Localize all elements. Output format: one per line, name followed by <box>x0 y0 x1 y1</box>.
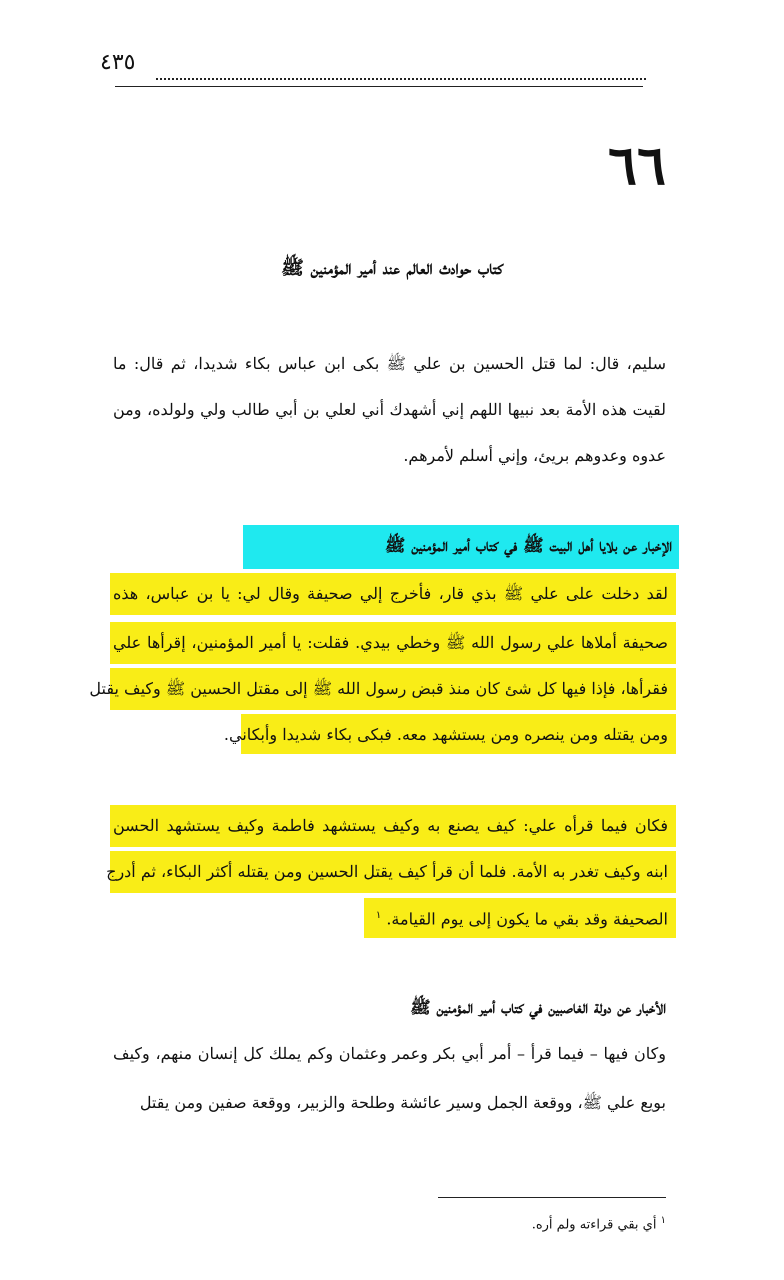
section3-line: وكان فيها – فيما قرأ – أمر أبي بكر وعمر وعثمان وكم يملك كل إنسان منهم، وكيف <box>113 1044 666 1063</box>
footnote-reference: ١ <box>375 910 382 921</box>
section3-line: بويع علي ﷺ، ووقعة الجمل وسير عائشة وطلحة والزبير، ووقعة صفين ومن يقتل <box>139 1093 666 1112</box>
section2-last-text: الصحيفة وقد بقي ما يكون إلى يوم القيامة. <box>386 909 668 929</box>
section2-line <box>376 911 668 927</box>
section2-line: فكان فيما قرأه علي: كيف يصنع به وكيف يستشهد فاطمة وكيف يستشهد الحسن <box>113 816 668 835</box>
footnote-marker: ١ <box>660 1215 666 1226</box>
page-number: ٤٣٥ <box>100 50 136 75</box>
chapter-title: كتاب حوادث العالم عند أمير المؤمنين ﷺ <box>281 257 503 279</box>
footnote-rule <box>438 1197 666 1198</box>
chapter-number: ٦٦ <box>607 133 666 197</box>
section2-line: ابنه وكيف تغدر به الأمة. فلما أن قرأ كيف يقتل الحسين ومن يقتله أكثر البكاء، ثم أدرج <box>106 862 668 881</box>
section3-heading: الأخبار عن دولة الغاصبين في كتاب أمير المؤمنين ﷺ <box>410 998 666 1018</box>
header-rule <box>115 86 643 87</box>
intro-line: سليم، قال: لما قتل الحسين بن علي ﷺ بكى ابن عباس بكاء شديدا، ثم قال: ما <box>113 354 667 373</box>
section1-line: فقرأها، فإذا فيها كل شئ كان منذ قبض رسول الله ﷺ إلى مقتل الحسين ﷺ وكيف يقتل <box>89 679 668 698</box>
section1-line: لقد دخلت على علي ﷺ بذي قار، فأخرج إلي صحيفة وقال لي: يا بن عباس، هذه <box>113 584 668 603</box>
intro-line: لقيت هذه الأمة بعد نبيها اللهم إني أشهدك أني لعلي بن أبي طالب ولي ولولده، ومن <box>113 400 666 419</box>
intro-line: عدوه وعدوهم بريئ، وإني أسلم لأمرهم. <box>403 446 666 465</box>
section1-line: صحيفة أملاها علي رسول الله ﷺ وخطي بيدي. فقلت: يا أمير المؤمنين، إقرأها علي <box>113 633 669 652</box>
section1-heading: الإخبار عن بلايا أهل البيت ﷺ في كتاب أمير المؤمنين ﷺ <box>384 536 672 556</box>
header-dotted-leader <box>156 56 646 80</box>
footnote <box>532 1215 666 1232</box>
section1-line: ومن يقتله ومن ينصره ومن يستشهد معه. فبكى بكاء شديدا وأبكاني. <box>223 725 668 744</box>
footnote-text: أي بقي قراءته ولم أره. <box>531 1217 657 1233</box>
